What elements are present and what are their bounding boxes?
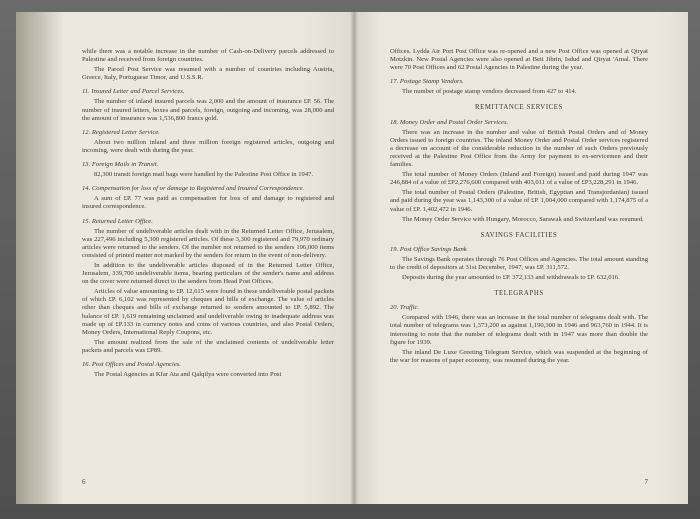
right-paragraph: There was an increase in the number and value of British Postal Orders and of Money Orders issued to foreign countries. The inland Money Order and Postal Order services registered a decrease on account of the considerable reduction in the number of such Orders previously received at the Palestine Post Office from the Army for payment to ex-servicemen and their families. bbox=[390, 128, 648, 169]
right-section-heading: 20. Traffic. bbox=[390, 304, 420, 312]
left-paragraph: About two million inland and three million foreign registered articles, outgoing and incoming, were dealt with during the year. bbox=[82, 138, 334, 154]
left-paragraph: The Postal Agencies at Kfar Ata and Qalqilya were converted into Post bbox=[94, 371, 282, 379]
left-paragraph: The number of inland insured parcels was 2,000 and the amount of insurance £P. 56. The number of insured letters, boxes and parcels, foreign, outgoing and incoming, was 28,000 and the amount of insurance was 1,536,800 francs gold. bbox=[82, 98, 334, 122]
right-section-heading: 18. Money Order and Postal Order Services. bbox=[390, 118, 509, 126]
left-paragraph: The number of undeliverable articles dealt with in the Returned Letter Office, Jerusalem, was 227,496 including 5,300 registered articles. Of these 3,300 registered and 79,970 ordinary articles were returned to the senders. Of the number not returned to the senders 196,000 items consisted of printed matter not marked by the senders for return in the event of non-delivery. bbox=[82, 227, 334, 259]
page-edge-shadow bbox=[16, 12, 64, 504]
right-paragraph: The total number of Postal Orders (Palestine, British, Egyptian and Transjordanian) issued and paid during the year was 1,143,300 of a value of £P. 1,004,000 compared with 1,174,875 of a value of £P. 1,402,472 in 1946. bbox=[390, 189, 648, 213]
left-section-heading: 13. Foreign Mails in Transit. bbox=[82, 161, 159, 169]
right-paragraph: The Savings Bank operates through 76 Post Offices and Agencies. The total amount standing to the credit of depositors at 31st December, 1947, was £P. 311,572. bbox=[390, 255, 648, 271]
right-paragraph: The number of postage stamp vendors decreased from 427 to 414. bbox=[402, 88, 577, 96]
left-paragraph: The amount realized from the sale of the unclaimed contents of undeliverable letter packets and parcels was £P89. bbox=[82, 338, 334, 354]
left-section-heading: 14. Compensation for loss of or damage to Registered and Insured Correspondence. bbox=[82, 185, 305, 193]
right-paragraph: Offices. Lydda Air Port Post Office was re-opened and a new Post Office was opened at Qiryat Motzkin. New Postal Agencies were also opened at Beit Jibrin, Isdud and Qiryat 'Amal. There were 70 Post Offices and 62 Postal Agencies in Palestine during the year. bbox=[390, 48, 648, 72]
book-gutter bbox=[350, 12, 358, 504]
right-page bbox=[354, 12, 688, 504]
left-paragraph: 82,300 transit foreign mail bags were handled by the Palestine Post Office in 1947. bbox=[94, 171, 314, 179]
left-section-heading: 15. Returned Letter Office. bbox=[82, 217, 153, 225]
left-paragraph: Articles of value amounting to £P. 12,615 were found in these undeliverable postal packets of which £P. 6,102 was represented by cheques and bills of exchange. The value of articles other than cheques and bills of exchange returned to senders amounted to £P. 5,892. The balance of £P. 1,619 remaining unclaimed and undeliverable owing to inadequate address was made up of £P.133 in currency notes and coins of various countries, and also Postal Orders, Money Orders, International Reply Coupons, etc. bbox=[82, 288, 334, 336]
right-paragraph: The inland De Luxe Greeting Telegram Service, which was suspended at the beginning of the war for reasons of paper economy, was resumed during the year. bbox=[390, 348, 648, 364]
left-page-content bbox=[82, 48, 334, 379]
left-paragraph: while there was a notable increase in the number of Cash-on-Delivery parcels addressed to Palestine and received from foreign countries. bbox=[82, 48, 334, 64]
left-page bbox=[16, 12, 354, 504]
right-center-heading: TELEGRAPHS bbox=[494, 290, 544, 298]
left-paragraph: The Parcel Post Service was resumed with a number of countries including Austria, Greece, Italy, Portuguese Timor, and U.S.S.R. bbox=[82, 66, 334, 82]
left-section-heading: 16. Post Offices and Postal Agencies. bbox=[82, 361, 181, 368]
right-center-heading: REMITTANCE SERVICES bbox=[475, 104, 563, 112]
left-section-heading: 12. Registered Letter Service. bbox=[82, 128, 160, 136]
right-section-heading: 17. Postage Stamp Vendors. bbox=[390, 78, 464, 86]
right-section-heading: 19. Post Office Savings Bank bbox=[390, 245, 467, 253]
right-paragraph: The Money Order Service with Hungary, Morocco, Sarawak and Switzerland was resumed. bbox=[402, 215, 644, 223]
left-paragraph: A sum of £P. 77 was paid as compensation for loss of and damage to registered and insured correspondence. bbox=[82, 195, 334, 211]
right-page-content bbox=[390, 48, 648, 365]
left-paragraph: In addition to the undeliverable articles disposed of in the Returned Letter Office, Jerusalem, 339,700 undeliverable items, bearing particulars of the sender's name and address on the cover were returned direct to the senders from Head Post Offices. bbox=[82, 261, 334, 286]
page-number-left: 6 bbox=[82, 477, 86, 486]
right-paragraph: The total number of Money Orders (Inland and Foreign) issued and paid during 1947 was 246,884 of a value of £P2,276,600 compared with 403,011 of a value of £P3,228,291 in 1946. bbox=[390, 171, 648, 187]
right-center-heading: SAVINGS FACILITIES bbox=[480, 231, 558, 239]
left-section-heading: 11. Insured Letter and Parcel Services. bbox=[82, 88, 185, 96]
page-number-right: 7 bbox=[644, 477, 648, 486]
right-paragraph: Deposits during the year amounted to £P. 372,133 and withdrawals to £P. 632,016. bbox=[402, 274, 620, 282]
right-paragraph: Compared with 1946, there was an increase in the total number of telegrams dealt with. The total number of telegrams was 1,373,200 as against 1,190,300 in 1946 and 963,760 in 1944. It is interesting to note that the number of telegrams dealt with in 1947 was more than double the figure for 1939. bbox=[390, 314, 648, 346]
